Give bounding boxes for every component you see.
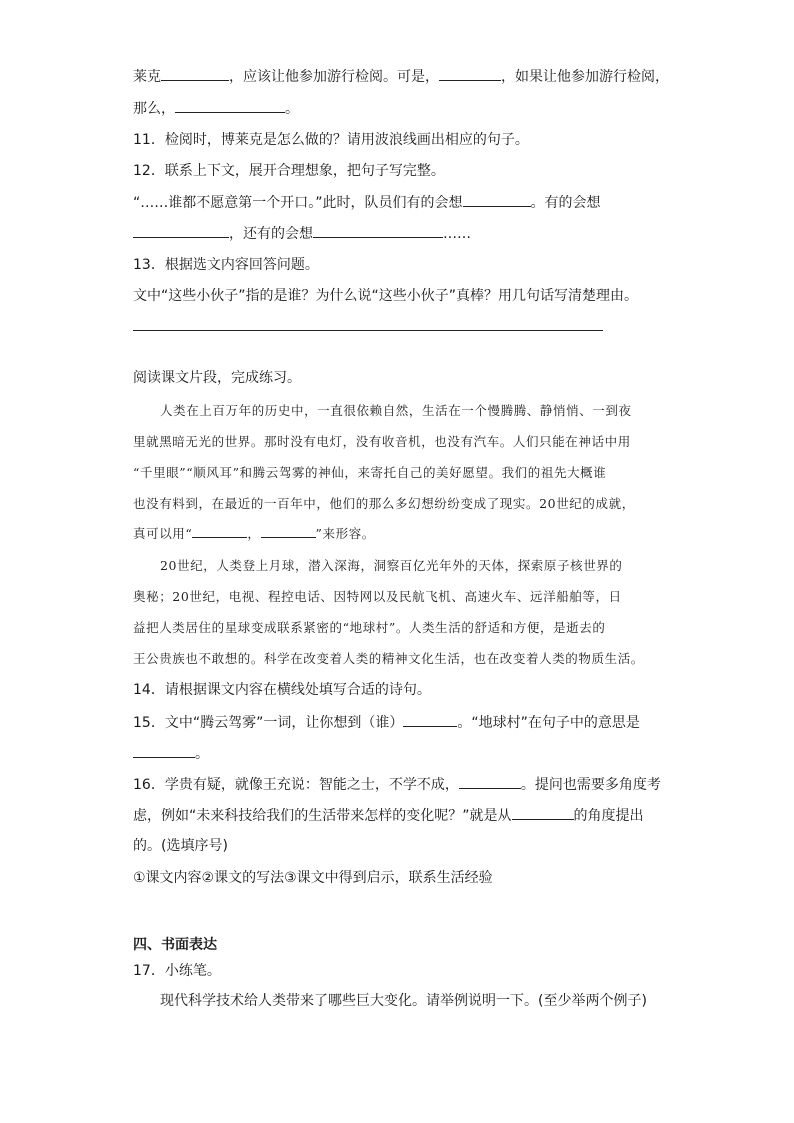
writing-prompt: 现代科学技术给人类带来了哪些巨大变化。请举例说明一下。(至少举两个例子) <box>160 993 647 1009</box>
passage-line: 也没有料到，在最近的一百年中，他们的那么多幻想纷纷变成了现实。20世纪的成就， <box>133 496 635 511</box>
passage-line: 20世纪，人类登上月球，潜入深海，洞察百亿光年外的天体，探索原子核世界的 <box>160 558 623 573</box>
answer-blank[interactable] <box>463 192 531 207</box>
question-17: 17．小练笔。 <box>133 963 221 979</box>
q16-text: 16．学贵有疑，就像王充说：智能之士，不学不成， <box>133 777 459 793</box>
answer-blank[interactable] <box>261 525 316 538</box>
question-13-text: 文中“这些小伙子”指的是谁？为什么说“这些小伙子”真棒？用几句话写清楚理由。 <box>133 288 639 304</box>
q10-text: 那么， <box>133 101 175 117</box>
passage-line: 奥秘；20世纪，电视、程控电话、因特网以及民航飞机、高速火车、远洋船舶等，日 <box>133 589 622 604</box>
q15-text: 15．文中“腾云驾雾”一词，让你想到（谁） <box>133 715 404 731</box>
answer-blank[interactable] <box>175 98 285 113</box>
passage-text: ”来形容。 <box>315 526 375 541</box>
passage-line: 益把人类居住的星球变成联系紧密的“地球村”。人类生活的舒适和方便，是逝去的 <box>133 620 606 635</box>
passage-text: 真可以用“ <box>133 526 193 541</box>
q10-text: ，如果让他参加游行检阅， <box>501 69 669 85</box>
question-13-title: 13．根据选文内容回答问题。 <box>133 257 319 273</box>
passage-text: ， <box>247 526 261 541</box>
passage-line-with-blanks <box>133 525 375 543</box>
passage-line: 里就黑暗无光的世界。那时没有电灯，没有收音机，也没有汽车。人们只能在神话中用 <box>133 434 631 449</box>
q12-text: …… <box>443 226 471 242</box>
passage-line: “千里眼”“顺风耳”和腾云驾雾的神仙，来寄托自己的美好愿望。我们的祖先大概谁 <box>133 465 607 480</box>
passage-line: 王公贵族也不敢想的。科学在改变着人类的精神文化生活，也在改变着人类的物质生活。 <box>133 651 644 666</box>
q12-line-1 <box>133 192 601 213</box>
answer-blank[interactable] <box>192 525 247 538</box>
q15-text: 。 <box>195 746 209 762</box>
q10-text: 。 <box>285 101 299 117</box>
section-heading: 四、书面表达 <box>133 937 217 953</box>
answer-blank[interactable] <box>161 66 229 81</box>
q16-line-3: 的。(选填序号) <box>133 838 228 854</box>
q15-text: 。“地球村”在句子中的意思是 <box>457 715 640 731</box>
q16-line-1 <box>133 774 661 795</box>
answer-line[interactable] <box>133 330 603 331</box>
q16-text: 的角度提出 <box>573 808 644 824</box>
q10-text: 莱克 <box>133 69 161 85</box>
q12-line-2 <box>133 223 471 244</box>
q16-options: ①课文内容②课文的写法③课文中得到启示，联系生活经验 <box>133 870 493 886</box>
q10-line-1 <box>133 66 669 87</box>
q12-text: 。有的会想 <box>530 195 601 211</box>
reading-intro: 阅读课文片段，完成练习。 <box>133 370 301 386</box>
answer-blank[interactable] <box>133 223 229 238</box>
q16-text: 虑，例如“未来科技给我们的生活带来怎样的变化呢？”就是从 <box>133 808 512 824</box>
question-11: 11．检阅时，博莱克是怎么做的？请用波浪线画出相应的句子。 <box>133 132 529 148</box>
q16-line-2 <box>133 805 644 826</box>
question-14: 14．请根据课文内容在横线处填写合适的诗句。 <box>133 682 431 698</box>
answer-blank[interactable] <box>403 712 457 727</box>
q10-text: ，应该让他参加游行检阅。可是， <box>229 69 439 85</box>
answer-blank[interactable] <box>512 805 574 820</box>
question-12-title: 12．联系上下文，展开合理想象，把句子写完整。 <box>133 163 445 179</box>
q15-line-1 <box>133 712 640 733</box>
passage-line: 人类在上百万年的历史中，一直很依赖自然，生活在一个慢腾腾、静悄悄、一到夜 <box>160 403 632 418</box>
q15-line-2 <box>133 743 209 764</box>
q12-text: “……谁都不愿意第一个开口。”此时，队员们有的会想 <box>133 195 463 211</box>
q12-text: ，还有的会想 <box>229 226 313 242</box>
q10-line-2 <box>133 98 299 119</box>
answer-blank[interactable] <box>439 66 501 81</box>
answer-blank[interactable] <box>313 223 443 238</box>
answer-blank[interactable] <box>459 774 521 789</box>
answer-blank[interactable] <box>133 743 195 758</box>
q16-text: 。提问也需要多角度考 <box>520 777 661 793</box>
